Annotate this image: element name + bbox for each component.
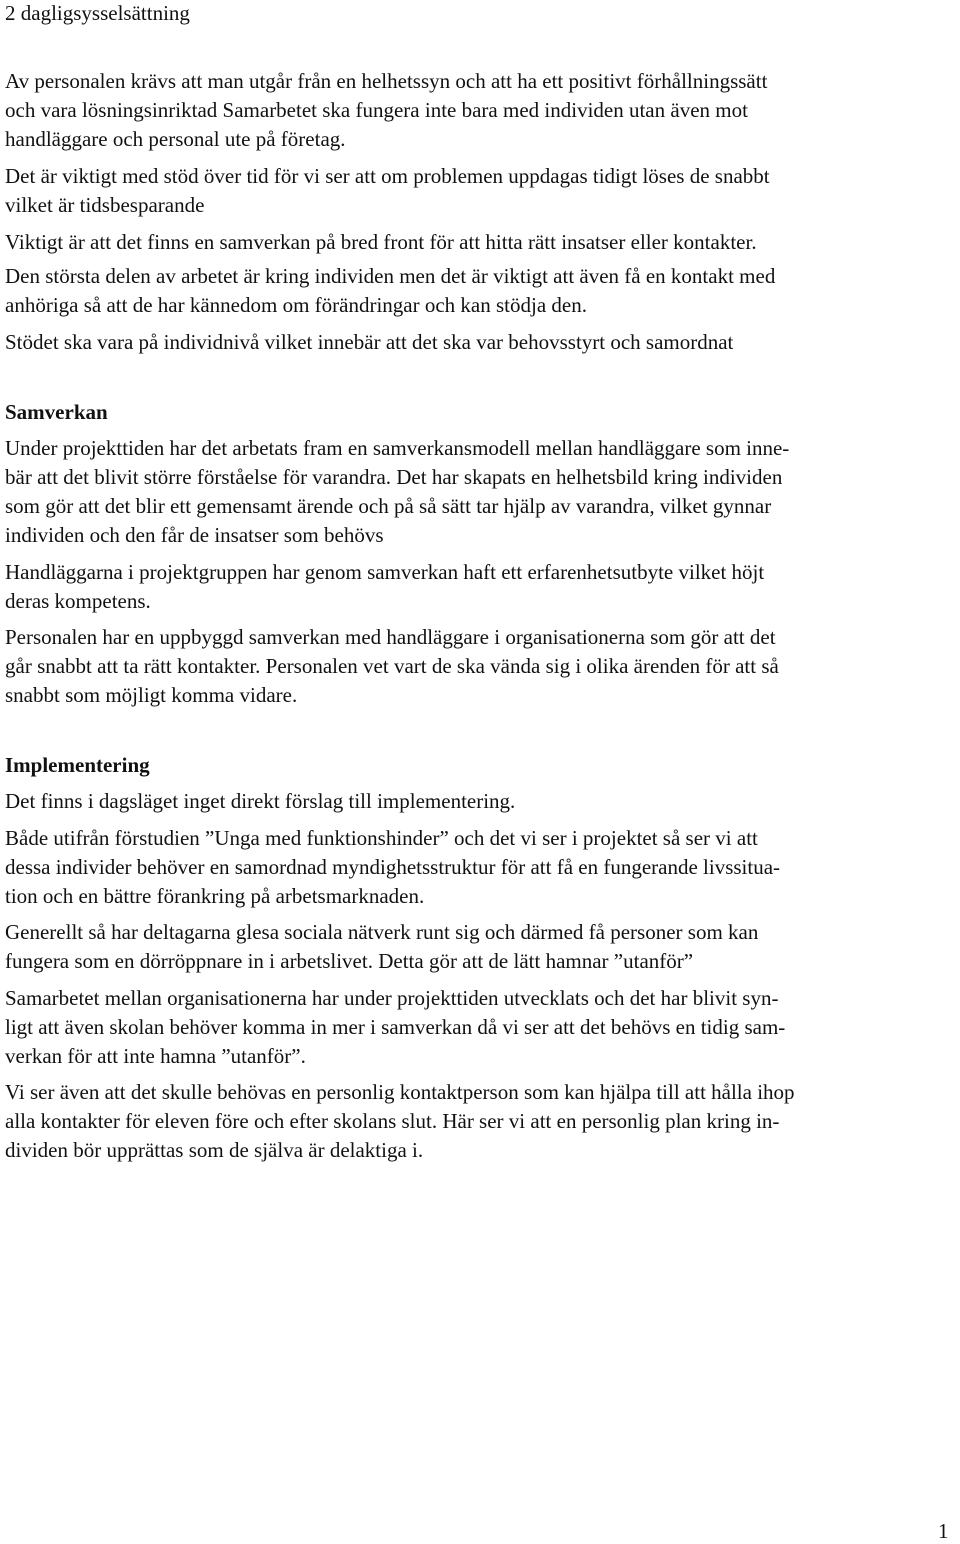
text-line: Den största delen av arbetet är kring individen men det är viktigt att även få en kontakt med	[5, 264, 776, 288]
text-line: alla kontakter för eleven före och efter skolans slut. Här ser vi att en personlig plan kring in-	[5, 1109, 780, 1133]
text-line: anhöriga så att de har kännedom om förändringar och kan stödja den.	[5, 293, 587, 317]
text-line: tion och en bättre förankring på arbetsmarknaden.	[5, 884, 425, 908]
text-line: går snabbt att ta rätt kontakter. Personalen vet vart de ska vända sig i olika ärenden för att så	[5, 654, 779, 678]
page-number: 1	[938, 1519, 949, 1543]
text-line: Personalen har en uppbyggd samverkan med handläggare i organisationerna som gör att det	[5, 625, 776, 649]
text-line: Generellt så har deltagarna glesa sociala nätverk runt sig och därmed få personer som kan	[5, 920, 759, 944]
text-line: Stödet ska vara på individnivå vilket innebär att det ska var behovsstyrt och samordnat	[5, 330, 734, 354]
section-title: 2 dagligsysselsättning	[5, 1, 190, 25]
text-line: individen och den får de insatser som behövs	[5, 523, 384, 547]
text-line: Under projekttiden har det arbetats fram en samverkansmodell mellan handläggare som inne-	[5, 436, 790, 460]
text-line: och vara lösningsinriktad Samarbetet ska fungera inte bara med individen utan även mot	[5, 98, 748, 122]
text-line: dessa individer behöver en samordnad myndighetsstruktur för att få en fungerande livssitua-	[5, 855, 781, 879]
text-line: Viktigt är att det finns en samverkan på bred front för att hitta rätt insatser eller kontakter.	[5, 230, 757, 254]
text-line: fungera som en dörröppnare in i arbetslivet. Detta gör att de lätt hamnar ”utanför”	[5, 949, 694, 973]
text-line: verkan för att inte hamna ”utanför”.	[5, 1044, 306, 1068]
text-line: Samarbetet mellan organisationerna har under projekttiden utvecklats och det har blivit syn-	[5, 986, 779, 1010]
text-line: Det är viktigt med stöd över tid för vi ser att om problemen uppdagas tidigt löses de snabbt	[5, 164, 770, 188]
text-line: Vi ser även att det skulle behövas en personlig kontaktperson som kan hjälpa till att hålla ihop	[5, 1080, 795, 1104]
text-line: ligt att även skolan behöver komma in mer i samverkan då vi ser att det behövs en tidig sam-	[5, 1015, 786, 1039]
section-heading: Samverkan	[5, 400, 108, 424]
text-line: som gör att det blir ett gemensamt ärende och på så sätt tar hjälp av varandra, vilket gynnar	[5, 494, 772, 518]
section-heading: Implementering	[5, 753, 150, 777]
text-line: bär att det blivit större förståelse för varandra. Det har skapats en helhetsbild kring individen	[5, 465, 783, 489]
text-line: Av personalen krävs att man utgår från en helhetssyn och att ha ett positivt förhållningssätt	[5, 69, 768, 93]
text-line: Både utifrån förstudien ”Unga med funktionshinder” och det vi ser i projektet så ser vi att	[5, 826, 758, 850]
text-line: deras kompetens.	[5, 589, 151, 613]
text-line: Det finns i dagsläget inget direkt förslag till implementering.	[5, 789, 516, 813]
text-line: snabbt som möjligt komma vidare.	[5, 683, 298, 707]
text-line: handläggare och personal ute på företag.	[5, 127, 346, 151]
text-line: vilket är tidsbesparande	[5, 193, 205, 217]
text-line: Handläggarna i projektgruppen har genom samverkan haft ett erfarenhetsutbyte vilket höjt	[5, 560, 765, 584]
text-line: dividen bör upprättas som de själva är delaktiga i.	[5, 1138, 424, 1162]
